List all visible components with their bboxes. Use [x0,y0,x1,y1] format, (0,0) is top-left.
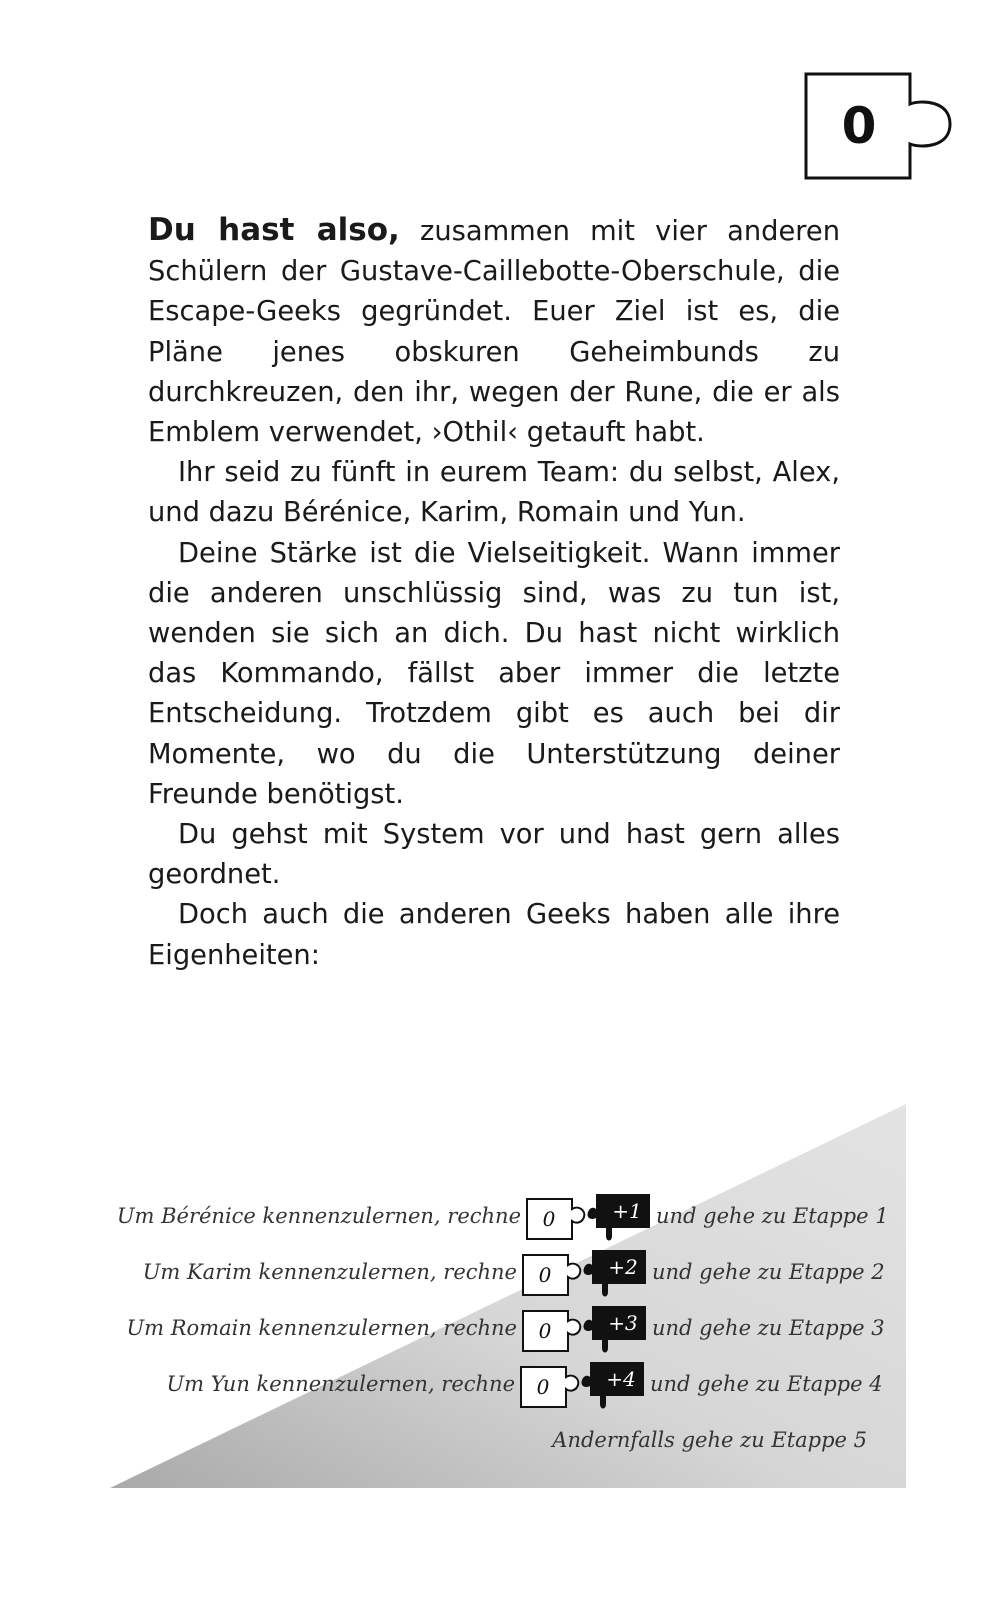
option-row-berenice [0,1190,1005,1246]
story-text [148,210,840,976]
option-base-number: 0 [538,1263,552,1287]
option-calculation [522,1246,652,1302]
option-add-number: +1 [612,1199,642,1223]
option-add-number: +2 [608,1255,638,1279]
option-target: und gehe zu Etappe 1 [656,1204,889,1228]
fallback-instruction: Andernfalls gehe zu Etappe 5 [552,1428,867,1452]
option-add-number: +4 [606,1367,636,1391]
story-paragraph: Du gehst mit System vor und hast gern alles geordnet. [148,819,840,891]
option-label: Um Yun kennenzulernen, rechne [166,1372,515,1396]
story-paragraph-text: zusammen mit vier anderen Schülern der Gustave-Caillebotte-Oberschule, die Escape-Geeks gegründet. Euer Ziel ist es, die Pläne jenes obskuren Geheimbunds zu durchkreuzen, den ihr, wegen der Rune, die er als Emblem verwendet, ›Othil‹ getauft habt. [148,216,840,449]
option-row-karim [0,1246,1005,1302]
option-base-number: 0 [536,1375,550,1399]
story-paragraph: Ihr seid zu fünft in eurem Team: du selbst, Alex, und dazu Bérénice, Karim, Romain und Yun. [148,457,840,529]
story-lead: Du hast also, [148,212,400,248]
story-paragraph: Deine Stärke ist die Vielseitigkeit. Wann immer die anderen unschlüssig sind, was zu tun ist, wenden sie sich an dich. Du hast nicht wirklich das Kommando, fällst aber immer die letzte Entscheidung. Trotzdem gibt es auch bei dir Momente, wo du die Unterstützung deiner Freunde benötigst. [148,537,840,810]
option-base-number: 0 [542,1207,556,1231]
option-label: Um Romain kennenzulernen, rechne [126,1316,517,1340]
option-target: und gehe zu Etappe 3 [652,1316,885,1340]
option-calculation [526,1190,656,1246]
option-label: Um Karim kennenzulernen, rechne [142,1260,517,1284]
stage-badge [800,70,960,180]
option-target: und gehe zu Etappe 2 [652,1260,885,1284]
option-base-number: 0 [538,1319,552,1343]
option-add-number: +3 [608,1311,638,1335]
stage-number: 0 [841,97,877,155]
option-calculation [520,1358,650,1414]
option-row-yun [0,1358,1005,1414]
story-paragraph [148,210,840,453]
option-row-romain [0,1302,1005,1358]
story-paragraph: Doch auch die anderen Geeks haben alle ihre Eigenheiten: [148,899,840,971]
option-target: und gehe zu Etappe 4 [650,1372,883,1396]
option-calculation [522,1302,652,1358]
option-label: Um Bérénice kennenzulernen, rechne [116,1204,521,1228]
